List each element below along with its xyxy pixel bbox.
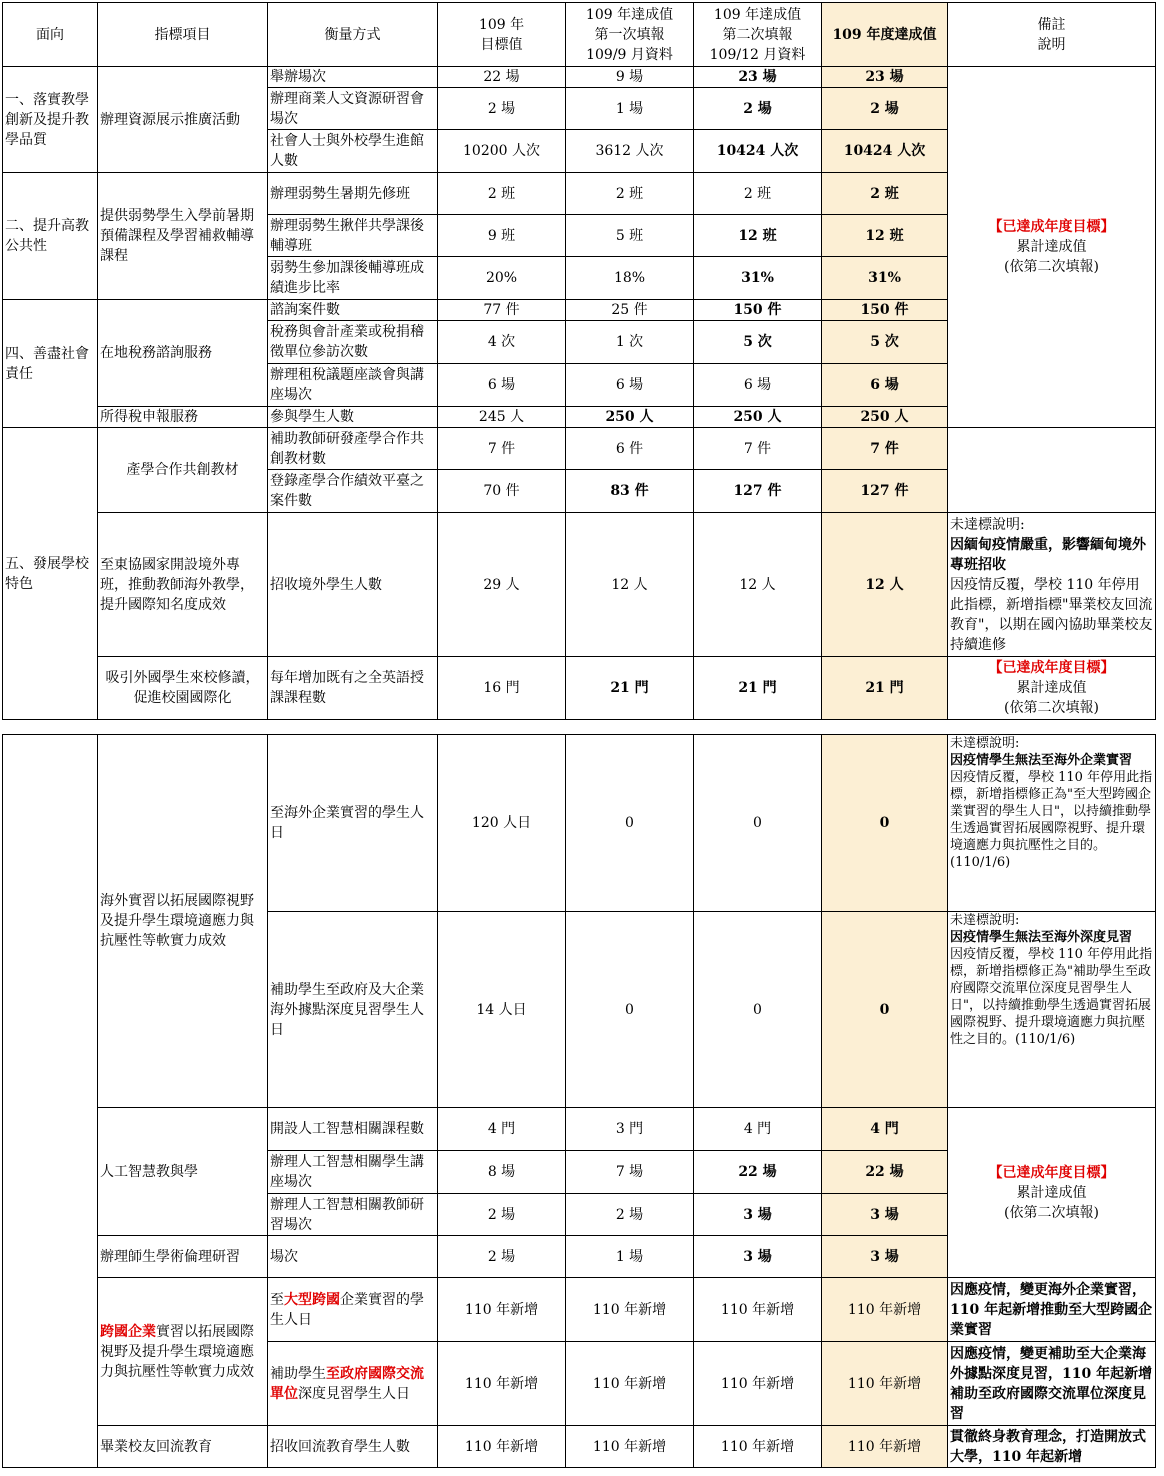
header-measure: 衡量方式 [268, 3, 438, 67]
first-cell: 250 人 [566, 407, 694, 428]
table-row [3, 1108, 1156, 1151]
facet-cell: 四、善盡社會責任 [3, 300, 98, 428]
annual-cell: 21 門 [822, 657, 948, 720]
target-cell: 8 場 [438, 1151, 566, 1194]
measure-cell: 至海外企業實習的學生人日 [268, 735, 438, 912]
table-row [3, 428, 1156, 470]
annual-cell: 3 場 [822, 1236, 948, 1278]
target-cell: 110 年新增 [438, 1426, 566, 1468]
annual-cell: 150 件 [822, 300, 948, 321]
indicator-cell: 在地稅務諮詢服務 [98, 300, 268, 407]
annual-cell: 127 件 [822, 470, 948, 513]
target-cell: 9 班 [438, 215, 566, 257]
annual-cell: 110 年新增 [822, 1426, 948, 1468]
header-remark: 備註 說明 [948, 3, 1156, 67]
remark-achieved: 【已達成年度目標】 累計達成值 (依第二次填報) [948, 1108, 1156, 1278]
first-cell: 83 件 [566, 470, 694, 513]
facet-cell: 五、發展學校特色 [3, 428, 98, 720]
first-cell: 9 場 [566, 67, 694, 88]
target-cell: 110 年新增 [438, 1278, 566, 1342]
header-indicator: 指標項目 [98, 3, 268, 67]
second-cell: 110 年新增 [694, 1426, 822, 1468]
measure-cell: 辦理弱勢生暑期先修班 [268, 173, 438, 215]
remark-not-met: 未達標說明: 因疫情學生無法至海外深度見習 因疫情反覆，學校 110 年停用此指標，新增指標修正為"補助學生至政府國際交流單位深度見習學生人日"，以持續推動學生透過實習拓展國際視野、提升環境適應力與抗壓性之目的。(110/1/6) [948, 912, 1156, 1108]
annual-cell: 12 人 [822, 513, 948, 657]
target-cell: 22 場 [438, 67, 566, 88]
measure-cell: 補助學生至政府及大企業海外據點深度見習學生人日 [268, 912, 438, 1108]
annual-cell: 23 場 [822, 67, 948, 88]
table-row [3, 657, 1156, 720]
first-cell: 3 門 [566, 1108, 694, 1151]
indicator-cell: 人工智慧教與學 [98, 1108, 268, 1236]
first-cell: 25 件 [566, 300, 694, 321]
second-cell: 10424 人次 [694, 130, 822, 173]
remark-achieved: 【已達成年度目標】 累計達成值 (依第二次填報) [948, 657, 1156, 720]
first-cell: 2 班 [566, 173, 694, 215]
first-cell: 6 場 [566, 364, 694, 407]
measure-cell: 招收境外學生人數 [268, 513, 438, 657]
first-cell: 110 年新增 [566, 1342, 694, 1426]
annual-cell: 4 門 [822, 1108, 948, 1151]
remark-not-met: 未達標說明: 因疫情學生無法至海外企業實習 因疫情反覆，學校 110 年停用此指標，新增指標修正為"至大型跨國企業實習的學生人日"，以持續推動學生透過實習拓展國際視野、提升環境適應力與抗壓性之目的。(110/1/6) [948, 735, 1156, 912]
measure-cell: 招收回流教育學生人數 [268, 1426, 438, 1468]
target-cell: 14 人日 [438, 912, 566, 1108]
first-cell: 1 次 [566, 321, 694, 364]
target-cell: 10200 人次 [438, 130, 566, 173]
header-facet: 面向 [3, 3, 98, 67]
second-cell: 150 件 [694, 300, 822, 321]
second-cell: 250 人 [694, 407, 822, 428]
measure-cell: 弱勢生參加課後輔導班成績進步比率 [268, 257, 438, 300]
measure-cell: 補助教師研發產學合作共創教材數 [268, 428, 438, 470]
second-cell: 3 場 [694, 1194, 822, 1236]
target-cell: 77 件 [438, 300, 566, 321]
header-second-report: 109 年達成值 第二次填報 109/12 月資料 [694, 3, 822, 67]
second-cell: 127 件 [694, 470, 822, 513]
annual-cell: 2 班 [822, 173, 948, 215]
header-first-report: 109 年達成值 第一次填報 109/9 月資料 [566, 3, 694, 67]
remark-new: 因應疫情，變更海外企業實習，110 年起新增推動至大型跨國企業實習 [948, 1278, 1156, 1342]
measure-cell: 社會人士與外校學生進館人數 [268, 130, 438, 173]
second-cell: 31% [694, 257, 822, 300]
target-cell: 6 場 [438, 364, 566, 407]
indicator-cell: 所得稅申報服務 [98, 407, 268, 428]
first-cell: 2 場 [566, 1194, 694, 1236]
remark-not-met: 未達標說明: 因緬甸疫情嚴重，影響緬甸境外專班招收 因疫情反覆，學校 110 年停用此指標，新增指標"畢業校友回流教育"，以期在國內協助畢業校友持續進修 [948, 513, 1156, 657]
achieved-tag: 【已達成年度目標】 [988, 219, 1115, 235]
remark-new: 因應疫情，變更補助至大企業海外據點深度見習，110 年起新增補助至政府國際交流單位深度見習 [948, 1342, 1156, 1426]
measure-cell: 補助學生至政府國際交流單位深度見習學生人日 [268, 1342, 438, 1426]
measure-cell: 每年增加既有之全英語授課課程數 [268, 657, 438, 720]
measure-cell: 登錄產學合作績效平臺之案件數 [268, 470, 438, 513]
indicator-cell: 跨國企業實習以拓展國際視野及提升學生環境適應力與抗壓性等軟實力成效 [98, 1278, 268, 1426]
annual-cell: 3 場 [822, 1194, 948, 1236]
measure-cell: 辦理人工智慧相關教師研習場次 [268, 1194, 438, 1236]
annual-cell: 110 年新增 [822, 1278, 948, 1342]
facet-cell-empty [3, 735, 98, 1468]
indicator-cell: 辦理師生學術倫理研習 [98, 1236, 268, 1278]
target-cell: 7 件 [438, 428, 566, 470]
second-cell: 0 [694, 735, 822, 912]
measure-cell: 至大型跨國企業實習的學生人日 [268, 1278, 438, 1342]
header-row [3, 3, 1156, 67]
first-cell: 21 門 [566, 657, 694, 720]
second-cell: 0 [694, 912, 822, 1108]
measure-cell: 參與學生人數 [268, 407, 438, 428]
second-cell: 110 年新增 [694, 1278, 822, 1342]
first-cell: 5 班 [566, 215, 694, 257]
annual-cell: 110 年新增 [822, 1342, 948, 1426]
remark-new: 貫徹終身教育理念，打造開放式大學，110 年起新增 [948, 1426, 1156, 1468]
first-cell: 7 場 [566, 1151, 694, 1194]
first-cell: 110 年新增 [566, 1278, 694, 1342]
first-cell: 0 [566, 735, 694, 912]
second-cell: 4 門 [694, 1108, 822, 1151]
annual-cell: 22 場 [822, 1151, 948, 1194]
second-cell: 22 場 [694, 1151, 822, 1194]
second-cell: 110 年新增 [694, 1342, 822, 1426]
table-row [3, 1278, 1156, 1342]
remark-empty [948, 428, 1156, 513]
table-row [3, 735, 1156, 912]
target-cell: 4 次 [438, 321, 566, 364]
indicator-cell: 產學合作共創教材 [98, 428, 268, 513]
annual-cell: 2 場 [822, 88, 948, 130]
second-cell: 3 場 [694, 1236, 822, 1278]
measure-cell: 辦理弱勢生揪伴共學課後輔導班 [268, 215, 438, 257]
target-cell: 120 人日 [438, 735, 566, 912]
annual-cell: 12 班 [822, 215, 948, 257]
second-cell: 12 班 [694, 215, 822, 257]
second-cell: 2 場 [694, 88, 822, 130]
indicator-table-part2 [2, 734, 1156, 1468]
second-cell: 21 門 [694, 657, 822, 720]
table-row [3, 513, 1156, 657]
header-annual: 109 年度達成值 [822, 3, 948, 67]
indicator-table-part1 [2, 2, 1156, 720]
annual-cell: 250 人 [822, 407, 948, 428]
target-cell: 2 場 [438, 88, 566, 130]
first-cell: 18% [566, 257, 694, 300]
second-cell: 2 班 [694, 173, 822, 215]
table-row [3, 67, 1156, 88]
second-cell: 6 場 [694, 364, 822, 407]
indicator-cell: 辦理資源展示推廣活動 [98, 67, 268, 173]
indicator-cell: 至東協國家開設境外專班，推動教師海外教學，提升國際知名度成效 [98, 513, 268, 657]
indicator-cell: 吸引外國學生來校修讀，促進校園國際化 [98, 657, 268, 720]
measure-cell: 辦理租稅議題座談會與講座場次 [268, 364, 438, 407]
target-cell: 2 場 [438, 1236, 566, 1278]
indicator-cell: 海外實習以拓展國際視野及提升學生環境適應力與抗壓性等軟實力成效 [98, 735, 268, 1108]
first-cell: 0 [566, 912, 694, 1108]
second-cell: 7 件 [694, 428, 822, 470]
target-cell: 16 門 [438, 657, 566, 720]
annual-cell: 5 次 [822, 321, 948, 364]
indicator-cell: 畢業校友回流教育 [98, 1426, 268, 1468]
annual-cell: 10424 人次 [822, 130, 948, 173]
annual-cell: 31% [822, 257, 948, 300]
target-cell: 2 班 [438, 173, 566, 215]
target-cell: 245 人 [438, 407, 566, 428]
second-cell: 12 人 [694, 513, 822, 657]
facet-cell: 二、提升高教公共性 [3, 173, 98, 300]
annual-cell: 0 [822, 735, 948, 912]
second-cell: 5 次 [694, 321, 822, 364]
first-cell: 12 人 [566, 513, 694, 657]
annual-cell: 0 [822, 912, 948, 1108]
measure-cell: 辦理商業人文資源研習會場次 [268, 88, 438, 130]
measure-cell: 稅務與會計產業或稅捐稽徵單位參訪次數 [268, 321, 438, 364]
header-target: 109 年 目標值 [438, 3, 566, 67]
measure-cell: 場次 [268, 1236, 438, 1278]
target-cell: 29 人 [438, 513, 566, 657]
indicator-cell: 提供弱勢學生入學前暑期預備課程及學習補救輔導課程 [98, 173, 268, 300]
target-cell: 4 門 [438, 1108, 566, 1151]
measure-cell: 辦理人工智慧相關學生講座場次 [268, 1151, 438, 1194]
first-cell: 1 場 [566, 1236, 694, 1278]
measure-cell: 開設人工智慧相關課程數 [268, 1108, 438, 1151]
annual-cell: 7 件 [822, 428, 948, 470]
target-cell: 2 場 [438, 1194, 566, 1236]
target-cell: 70 件 [438, 470, 566, 513]
target-cell: 20% [438, 257, 566, 300]
remark-achieved: 【已達成年度目標】 累計達成值 (依第二次填報) [948, 67, 1156, 428]
measure-cell: 諮詢案件數 [268, 300, 438, 321]
first-cell: 3612 人次 [566, 130, 694, 173]
first-cell: 6 件 [566, 428, 694, 470]
measure-cell: 舉辦場次 [268, 67, 438, 88]
first-cell: 110 年新增 [566, 1426, 694, 1468]
target-cell: 110 年新增 [438, 1342, 566, 1426]
facet-cell: 一、落實教學創新及提升教學品質 [3, 67, 98, 173]
annual-cell: 6 場 [822, 364, 948, 407]
table-row [3, 1426, 1156, 1468]
second-cell: 23 場 [694, 67, 822, 88]
first-cell: 1 場 [566, 88, 694, 130]
